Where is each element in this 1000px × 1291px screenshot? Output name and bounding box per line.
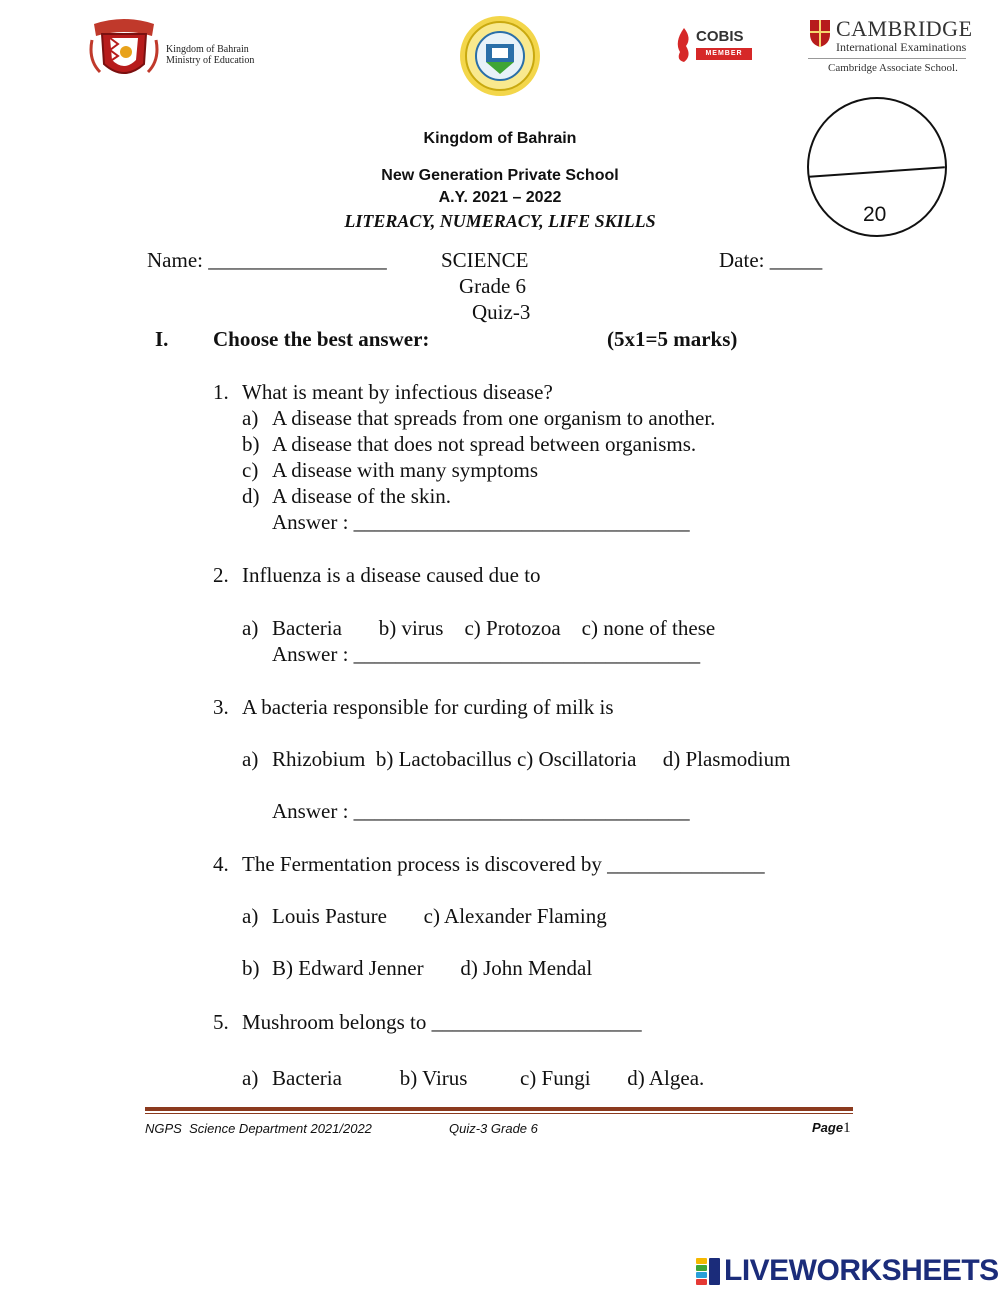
footer-department: NGPS Science Department 2021/2022 — [145, 1121, 372, 1136]
cambridge-title: CAMBRIDGE — [836, 16, 973, 41]
cambridge-logo — [808, 16, 978, 80]
school-motto: LITERACY, NUMERACY, LIFE SKILLS — [344, 211, 656, 231]
ministry-logo — [88, 16, 278, 86]
score-circle — [807, 97, 947, 237]
cobis-member-badge: MEMBER — [696, 48, 752, 60]
q2-options[interactable]: Bacteria b) virus c) Protozoa c) none of these — [272, 616, 716, 640]
q3-text: A bacteria responsible for curding of milk is — [242, 695, 614, 719]
quiz-label: Quiz-3 — [472, 300, 531, 324]
liveworksheets-brand: LIVEWORKSHEETS — [724, 1254, 999, 1287]
footer-quiz: Quiz-3 Grade 6 — [449, 1121, 538, 1136]
q1-option-c-letter: c) — [242, 458, 259, 482]
q5-text[interactable]: Mushroom belongs to ____________________ — [242, 1010, 642, 1034]
q5-option-a-letter: a) — [242, 1066, 259, 1090]
q5-number: 5. — [213, 1010, 229, 1034]
section-numeral: I. — [155, 327, 169, 351]
q2-number: 2. — [213, 563, 229, 587]
liveworksheets-logo-icon — [696, 1258, 720, 1286]
cobis-label: COBIS — [696, 28, 744, 45]
section-marks: (5x1=5 marks) — [607, 327, 738, 351]
q2-text: Influenza is a disease caused due to — [242, 563, 541, 587]
section-title: Choose the best answer: — [213, 327, 430, 351]
q4-text[interactable]: The Fermentation process is discovered by _______________ — [242, 852, 765, 876]
name-field[interactable]: Name: _________________ — [147, 248, 387, 272]
ministry-line-1: Kingdom of Bahrain — [166, 44, 249, 55]
q4-option-b-letter: b) — [242, 956, 260, 980]
score-total: 20 — [863, 203, 887, 226]
q1-option-a[interactable]: A disease that spreads from one organism to another. — [272, 406, 716, 430]
subject-label: SCIENCE — [441, 248, 529, 272]
footer-page-number: 1 — [843, 1120, 851, 1136]
q2-answer-field[interactable]: Answer : _________________________________ — [272, 642, 701, 666]
q1-option-d-letter: d) — [242, 484, 260, 508]
score-divider — [809, 166, 945, 177]
q1-option-a-letter: a) — [242, 406, 259, 430]
grade-label: Grade 6 — [459, 274, 527, 298]
cobis-flame-icon — [672, 26, 694, 64]
q1-option-b-letter: b) — [242, 432, 260, 456]
footer-page — [812, 1119, 851, 1137]
q3-options[interactable]: Rhizobium b) Lactobacillus c) Oscillatoria d) Plasmodium — [272, 747, 791, 771]
q2-option-a-letter: a) — [242, 616, 259, 640]
cambridge-divider — [808, 58, 966, 59]
school-seal — [456, 14, 544, 98]
q3-answer-field[interactable]: Answer : ________________________________ — [272, 799, 690, 823]
cambridge-shield-icon — [808, 18, 832, 48]
q1-text: What is meant by infectious disease? — [242, 380, 553, 404]
q4-option-a-letter: a) — [242, 904, 259, 928]
footer-page-label: Page — [812, 1120, 844, 1135]
ministry-line-2: Ministry of Education — [166, 55, 255, 66]
school-seal-icon — [456, 14, 544, 98]
cobis-logo — [672, 24, 756, 66]
liveworksheets-watermark — [696, 1254, 999, 1288]
cambridge-subtitle: International Examinations — [836, 40, 967, 54]
q1-option-c[interactable]: A disease with many symptoms — [272, 458, 538, 482]
academic-year: A.Y. 2021 – 2022 — [438, 189, 562, 206]
bahrain-crest-icon — [88, 16, 160, 86]
q1-answer-field[interactable]: Answer : ________________________________ — [272, 510, 690, 534]
q1-number: 1. — [213, 380, 229, 404]
q3-number: 3. — [213, 695, 229, 719]
q1-option-d[interactable]: A disease of the skin. — [272, 484, 452, 508]
q1-option-b[interactable]: A disease that does not spread between organisms. — [272, 432, 697, 456]
q5-options[interactable]: Bacteria b) Virus c) Fungi d) Algea. — [272, 1066, 705, 1090]
q4-number: 4. — [213, 852, 229, 876]
q4-option-a[interactable]: Louis Pasture c) Alexander Flaming — [272, 904, 607, 928]
school-name: New Generation Private School — [381, 167, 619, 184]
country-heading: Kingdom of Bahrain — [423, 130, 577, 147]
q3-option-a-letter: a) — [242, 747, 259, 771]
q4-option-b[interactable]: B) Edward Jenner d) John Mendal — [272, 956, 593, 980]
cambridge-associate: Cambridge Associate School. — [828, 62, 958, 74]
footer-rule-thick — [145, 1107, 853, 1111]
date-field[interactable]: Date: _____ — [719, 248, 823, 272]
footer-rule-thin — [145, 1113, 853, 1114]
